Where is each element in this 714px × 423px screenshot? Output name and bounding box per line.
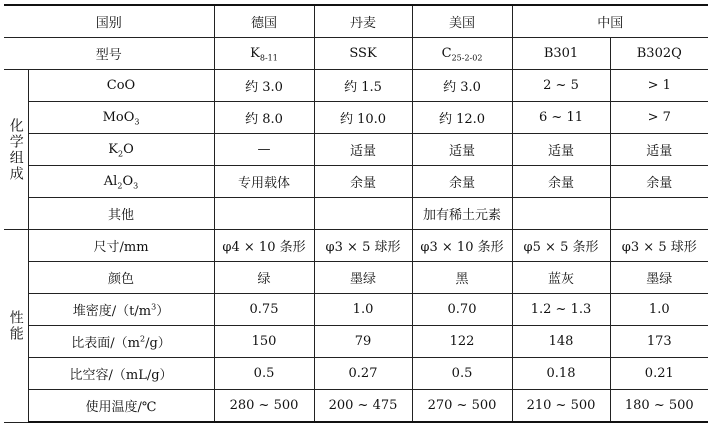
table-cell: 150 [214,326,314,358]
table-cell: 适量 [314,134,412,166]
row-label-moo3: MoO$_3$ [28,102,214,134]
table-row-coo [4,70,708,102]
table-cell: φ3 × 10 条形 [412,230,512,262]
country-china: 中国 [512,5,708,38]
country-denmark: 丹麦 [314,5,412,38]
table-cell: 210 ~ 500 [512,390,610,423]
table-cell: 0.27 [314,358,412,390]
table-cell: 绿 [214,262,314,294]
group-label-chemical: 化学组成 [4,70,28,230]
table-cell: 2 ~ 5 [512,70,610,102]
table-cell: 6 ~ 11 [512,102,610,134]
row-label-temperature: 使用温度/℃ [28,390,214,423]
table-cell: 约 3.0 [412,70,512,102]
table-cell: 余量 [512,166,610,198]
table-cell: 0.18 [512,358,610,390]
table-cell: 148 [512,326,610,358]
table-cell: 122 [412,326,512,358]
row-label-bulk-density: 堆密度$/(t/m^3)$ [28,294,214,326]
table-cell: 约 8.0 [214,102,314,134]
table-cell: 1.0 [314,294,412,326]
model-b301: B301 [512,38,610,70]
model-c25-2-02: $C_{25-2-02}$ [412,38,512,70]
table-cell: 约 1.5 [314,70,412,102]
table-cell: 270 ~ 500 [412,390,512,423]
table-cell: 墨绿 [314,262,412,294]
row-label-size: 尺寸/mm [28,230,214,262]
catalyst-comparison-table [4,4,708,423]
table-cell: 0.75 [214,294,314,326]
country-germany: 德国 [214,5,314,38]
table-cell: 1.2 ~ 1.3 [512,294,610,326]
table-cell: 适量 [512,134,610,166]
table-cell: φ3 × 5 球形 [314,230,412,262]
table-cell: 蓝灰 [512,262,610,294]
table-row-k2o [4,134,708,166]
table-cell: 适量 [412,134,512,166]
model-b302q: B302Q [610,38,708,70]
row-label-other: 其他 [28,198,214,230]
table-cell [512,198,610,230]
model-ssk: SSK [314,38,412,70]
table-row-size [4,230,708,262]
table-cell: 墨绿 [610,262,708,294]
table-cell: 约 10.0 [314,102,412,134]
table-cell [610,198,708,230]
table-row-bulk-density [4,294,708,326]
table-cell: 专用载体 [214,166,314,198]
row-label-pore-volume: 比空容/（mL/g） [28,358,214,390]
table-cell [214,198,314,230]
table-row-temperature [4,390,708,423]
table-cell: 280 ~ 500 [214,390,314,423]
country-header-label: 国别 [4,5,214,38]
table-cell: 余量 [314,166,412,198]
country-usa: 美国 [412,5,512,38]
table-cell: 约 12.0 [412,102,512,134]
table-row-al2o3 [4,166,708,198]
table-row-moo3 [4,102,708,134]
row-label-coo: CoO [28,70,214,102]
table-cell: 1.0 [610,294,708,326]
table-cell: 180 ~ 500 [610,390,708,423]
table-cell: > 1 [610,70,708,102]
table-cell: 0.5 [214,358,314,390]
table-row-countries [4,5,708,38]
table-cell: 约 3.0 [214,70,314,102]
table-row-pore-volume [4,358,708,390]
table-row-surface-area [4,326,708,358]
table-cell: 0.5 [412,358,512,390]
table-cell: φ4 × 10 条形 [214,230,314,262]
table-row-color [4,262,708,294]
table-row-models [4,38,708,70]
table-cell [314,198,412,230]
table-cell: 0.21 [610,358,708,390]
row-label-surface-area: 比表面$/(m^2/g)$ [28,326,214,358]
table-cell: 173 [610,326,708,358]
table-cell: φ3 × 5 球形 [610,230,708,262]
row-label-color: 颜色 [28,262,214,294]
table-cell: 200 ~ 475 [314,390,412,423]
table-cell: > 7 [610,102,708,134]
table-row-other [4,198,708,230]
row-label-k2o: $K_2O$ [28,134,214,166]
table-cell: 79 [314,326,412,358]
table-cell: 加有稀土元素 [412,198,512,230]
table-cell: 0.70 [412,294,512,326]
table-cell: — [214,134,314,166]
model-k8-11: $K_{8-11}$ [214,38,314,70]
table-cell: φ5 × 5 条形 [512,230,610,262]
group-label-properties: 性能 [4,230,28,423]
table-cell: 余量 [412,166,512,198]
model-header-label: 型号 [4,38,214,70]
table-cell: 适量 [610,134,708,166]
table-cell: 黑 [412,262,512,294]
row-label-al2o3: $Al_2O_3$ [28,166,214,198]
table-cell: 余量 [610,166,708,198]
